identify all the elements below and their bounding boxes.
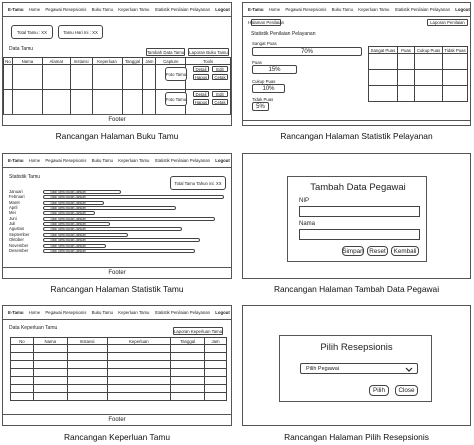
halaman-penilaian-button[interactable]: Halaman Penilaian: [247, 20, 285, 25]
month-label: Agustus: [9, 226, 25, 232]
col-puas: Puas: [397, 47, 414, 54]
laporan-keperluan-button[interactable]: Laporan Keperluan Tamu: [173, 328, 223, 334]
table-row: [11, 345, 227, 353]
col-sangat-puas: Sangat Puas: [369, 47, 398, 54]
month-bar: Total Tamu Bulan Januari: [43, 195, 224, 199]
nav-pegawai[interactable]: Pegawai Resepsionis: [45, 158, 87, 163]
month-bar: Total Tamu Bulan Januari: [43, 206, 176, 210]
keperluan-title: Data Keperluan Tamu: [9, 325, 58, 331]
edit-button[interactable]: Edit: [212, 91, 228, 97]
nav-buku[interactable]: Buku Tamu: [331, 7, 354, 12]
footer-strip: [243, 120, 470, 125]
nav-bar: [3, 3, 231, 17]
tambah-pegawai-panel: [242, 153, 471, 279]
month-label: Januari: [9, 189, 23, 194]
month-label: Maret: [9, 199, 20, 205]
table-row: [11, 361, 227, 369]
hapus-button[interactable]: Hapus: [194, 99, 208, 105]
nav-brand: E-Tamu: [8, 7, 24, 12]
nav-keperluan[interactable]: Keperluan Tamu: [118, 310, 150, 315]
month-label: Juni: [9, 215, 17, 221]
tidak-puas-value: 5%: [252, 102, 269, 111]
nav-logout[interactable]: Logout: [215, 158, 230, 163]
nav-keperluan[interactable]: Keperluan Tamu: [118, 7, 150, 12]
nav-bar: [243, 3, 470, 17]
cukup-puas-label: Cukup Puas: [252, 79, 276, 84]
statistik-title: Statistik Penilaian Pelayanan: [251, 31, 316, 37]
hapus-button[interactable]: Hapus: [194, 74, 208, 80]
col-cukup-puas: Cukup Puas: [415, 47, 443, 54]
nav-pegawai[interactable]: Pegawai Resepsionis: [45, 7, 87, 12]
month-bar: Total Tamu Bulan Januari: [43, 211, 95, 215]
month-label: Mei: [9, 210, 16, 216]
nav-buku[interactable]: Buku Tamu: [91, 7, 114, 12]
month-label: September: [9, 231, 30, 237]
col-no: No: [5, 58, 11, 64]
penilaian-table: [368, 46, 468, 102]
statistik-tamu-panel: [2, 153, 232, 279]
table-row: [369, 86, 468, 102]
nip-label: NIP: [299, 198, 310, 204]
pilih-button[interactable]: Pilih: [369, 385, 389, 396]
simpan-button[interactable]: Simpan: [342, 247, 364, 255]
nav-brand: E-Tamu: [8, 310, 24, 315]
foto-tamu-thumb[interactable]: Foto Tamu: [165, 67, 187, 81]
pilih-resepsionis-dialog: [279, 335, 432, 402]
month-bar: Total Tamu Bulan Januari: [43, 201, 104, 205]
data-tamu-title: Data Tamu: [9, 46, 34, 52]
tamu-hari-ini-card: Tamu Hari Ini : XX: [58, 25, 103, 39]
cukup-puas-value: 10%: [252, 84, 285, 93]
nav-home[interactable]: Home: [28, 158, 41, 163]
col-tools: Tools: [186, 58, 231, 65]
nama-label: Nama: [299, 221, 316, 227]
table-row: [11, 377, 227, 385]
table-row: [11, 353, 227, 361]
caption-keperluan: Rancangan Keperluan Tamu: [63, 432, 170, 442]
tambah-title: Tambah Data Pegawai: [310, 182, 406, 193]
month-bar: Total Tamu Bulan Januari: [43, 227, 182, 231]
nav-keperluan[interactable]: Keperluan Tamu: [118, 158, 150, 163]
nav-logout[interactable]: Logout: [215, 310, 230, 315]
cetak-button[interactable]: Cetak: [212, 99, 228, 105]
caption-pilih-resepsionis: Rancangan Halaman Pilih Resepsionis: [284, 432, 429, 442]
statistik-pelayanan-panel: [242, 2, 471, 126]
nav-brand: E-Tamu: [8, 158, 24, 163]
nav-bar: [3, 154, 231, 168]
month-label: November: [9, 242, 29, 248]
keperluan-tamu-panel: [2, 305, 232, 426]
col-nama: Nama: [33, 338, 67, 345]
nav-statistik[interactable]: Statistik Penilaian Pelayanan: [394, 7, 451, 12]
month-label: Desember: [9, 247, 29, 253]
caption-buku-tamu: Rancangan Halaman Buku Tamu: [55, 131, 179, 141]
col-alamat: Alamat: [42, 58, 70, 65]
close-button[interactable]: Close: [395, 385, 418, 396]
month-bar: Total Tamu Bulan Januari: [43, 190, 121, 194]
reset-button[interactable]: Reset: [367, 246, 388, 256]
nip-input[interactable]: [299, 206, 420, 217]
col-jam: Jam: [143, 58, 156, 65]
table-row: [11, 369, 227, 377]
tambah-pegawai-form: [287, 176, 427, 262]
keperluan-table: [10, 337, 227, 401]
total-tamu-card: Total Tamu : XX: [11, 25, 53, 39]
nav-home[interactable]: Home: [268, 7, 281, 12]
statistik-tamu-title: Statistik Tamu: [9, 174, 41, 180]
col-tanggal: Tanggal: [122, 58, 143, 65]
month-label: Februari: [9, 194, 25, 200]
col-no: No: [11, 338, 34, 345]
caption-statistik-tamu: Rancangan Halaman Statistik Tamu: [50, 284, 184, 294]
nav-buku[interactable]: Buku Tamu: [91, 158, 114, 163]
puas-value: 15%: [252, 65, 297, 74]
month-bar: Total Tamu Bulan Januari: [43, 238, 200, 242]
table-row: [369, 70, 468, 86]
sangat-puas-label: Sangat Puas: [252, 41, 277, 46]
table-row: [11, 385, 227, 393]
month-bar: Total Tamu Bulan Januari: [43, 244, 106, 248]
col-tanggal: Tanggal: [171, 338, 205, 345]
col-jam: Jam: [205, 338, 227, 345]
nav-keperluan[interactable]: Keperluan Tamu: [358, 7, 390, 12]
col-keperluan: Keperluan: [107, 338, 171, 345]
laporan-penilaian-button[interactable]: Laporan Penilaian: [427, 19, 468, 26]
select-value: Pilih Pegawai: [306, 366, 340, 372]
nav-statistik[interactable]: Statistik Penilaian Pelayanan: [154, 158, 211, 163]
pilih-resepsionis-panel: [242, 305, 471, 426]
tambah-tamu-button[interactable]: Tambah Data Tamu: [146, 49, 185, 55]
nav-home[interactable]: Home: [28, 7, 41, 12]
pegawai-select[interactable]: [300, 363, 418, 374]
nav-logout[interactable]: Logout: [455, 7, 470, 12]
col-keperluan: Keperluan: [92, 58, 122, 65]
foto-tamu-thumb[interactable]: Foto Tamu: [165, 92, 187, 106]
tidak-puas-label: Tidak Puas: [252, 97, 274, 102]
footer: Footer: [3, 267, 231, 278]
table-row: [11, 393, 227, 401]
caption-tambah-pegawai: Rancangan Halaman Tambah Data Pegawai: [273, 284, 440, 294]
nav-pegawai[interactable]: Pegawai Resepsionis: [45, 310, 87, 315]
buku-tamu-panel: [2, 2, 232, 126]
table-row: [369, 54, 468, 70]
caption-statistik-pelayanan: Rancangan Halaman Statistik Pelayanan: [280, 131, 433, 141]
footer: Footer: [3, 114, 231, 125]
detail-button[interactable]: Detail: [193, 66, 209, 72]
nav-home[interactable]: Home: [28, 310, 41, 315]
col-instansi: Instansi: [67, 338, 107, 345]
nav-buku[interactable]: Buku Tamu: [91, 310, 114, 315]
month-bar: Total Tamu Bulan Januari: [43, 249, 195, 253]
month-label: Juli: [9, 221, 16, 227]
month-bar: Total Tamu Bulan Januari: [43, 217, 215, 221]
kembali-button[interactable]: Kembali: [391, 246, 419, 256]
puas-label: Puas: [252, 60, 262, 65]
edit-button[interactable]: Edit: [212, 66, 228, 72]
col-capture: Capture: [156, 58, 186, 65]
month-bar: Total Tamu Bulan Januari: [43, 233, 128, 237]
col-instansi: Instansi: [70, 58, 92, 65]
nav-pegawai[interactable]: Pegawai Resepsionis: [285, 7, 327, 12]
nav-brand: E-Tamu: [248, 7, 264, 12]
nama-input[interactable]: [299, 229, 420, 240]
pilih-title: Pilih Resepsionis: [320, 342, 393, 353]
col-nama: Nama: [12, 58, 42, 65]
nav-statistik[interactable]: Statistik Penilaian Pelayanan: [154, 7, 211, 12]
nav-bar: [3, 306, 231, 320]
total-tamu-tahun-card: Total Tamu Tahun ini: XX: [170, 176, 226, 190]
chevron-down-icon: [405, 367, 413, 372]
col-tidak-puas: Tidak Puas: [444, 47, 466, 53]
month-label: Oktober: [9, 237, 24, 243]
laporan-buku-button[interactable]: Laporan Buku Tamu: [189, 49, 228, 55]
nav-statistik[interactable]: Statistik Penilaian Pelayanan: [154, 310, 211, 315]
sangat-puas-value: 70%: [252, 47, 362, 56]
footer: Footer: [3, 414, 231, 425]
cetak-button[interactable]: Cetak: [212, 74, 228, 80]
month-label: April: [9, 205, 18, 211]
nav-logout[interactable]: Logout: [215, 7, 230, 12]
month-bar: Total Tamu Bulan Januari: [43, 222, 110, 226]
detail-button[interactable]: Detail: [193, 91, 209, 97]
